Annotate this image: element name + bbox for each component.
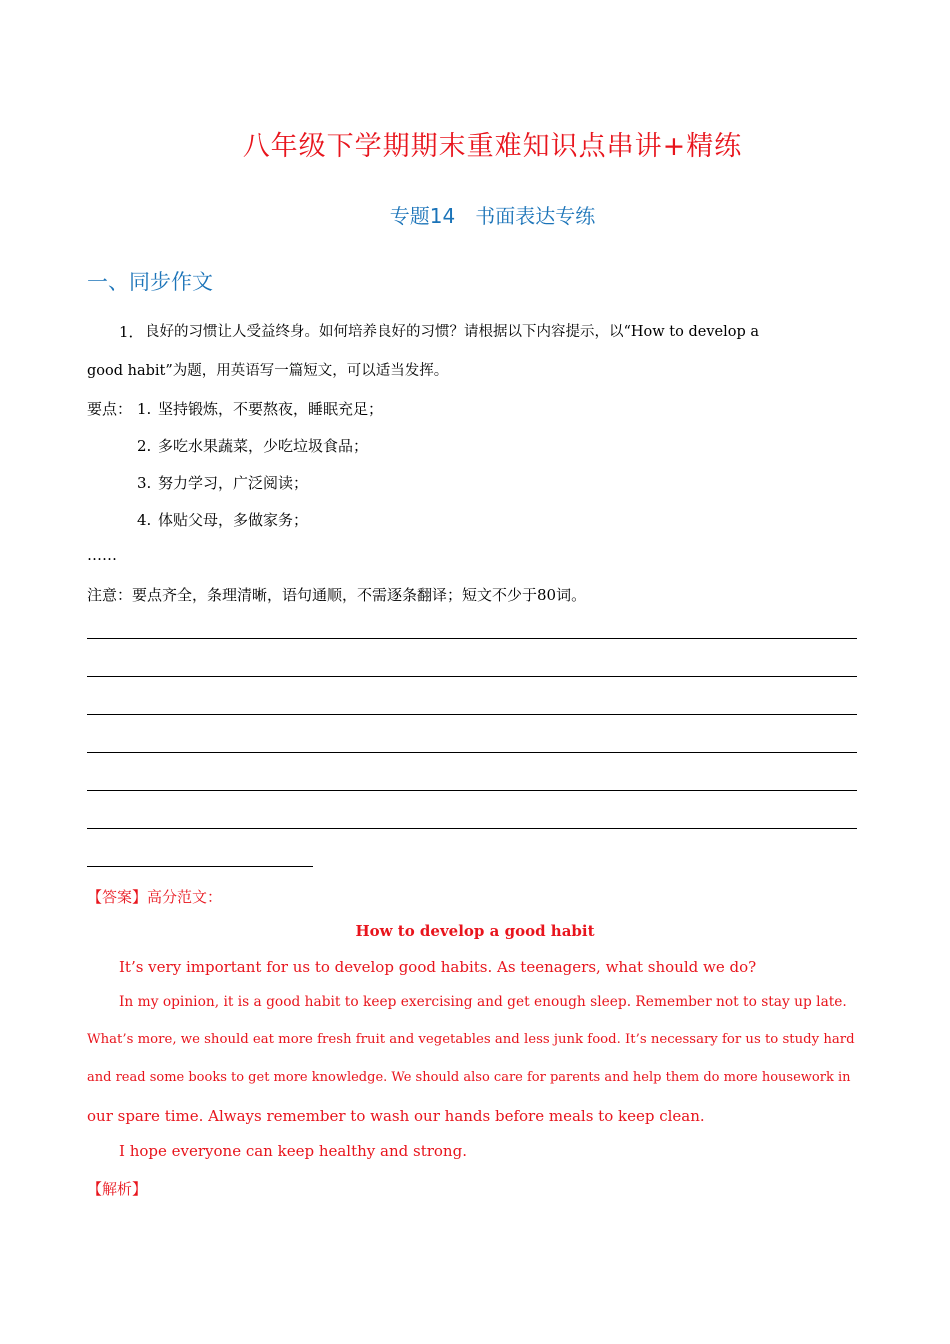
page-title: 八年级下学期期末重难知识点串讲+精练 <box>242 131 743 162</box>
point-number: 3. <box>137 474 152 492</box>
topic-subtitle: 专题14 书面表达专练 <box>389 204 596 228</box>
point-number: 1. <box>137 400 152 418</box>
answer-blank-line <box>87 676 857 677</box>
essay-paragraph: It’s very important for us to develop good habits. As teenagers, what should we do? <box>119 958 757 976</box>
question-number: 1． <box>119 323 144 341</box>
question-prompt-line1: 良好的习惯让人受益终身。如何培养良好的习惯？请根据以下内容提示，以“How to develop a <box>145 324 760 340</box>
essay-line: and read some books to get more knowledge. We should also care for parents and help them do more housework in <box>87 1070 851 1085</box>
answer-blank-line <box>87 714 857 715</box>
writing-note: 注意：要点齐全，条理清晰，语句通顺，不需逐条翻译；短文不少于80词。 <box>87 586 587 604</box>
answer-blank-line <box>87 866 313 867</box>
question-prompt-line2: good habit”为题，用英语写一篇短文，可以适当发挥。 <box>87 363 449 379</box>
essay-line: our spare time. Always remember to wash our hands before meals to keep clean. <box>87 1107 705 1125</box>
point-text: 坚持锻炼，不要熬夜，睡眠充足； <box>158 400 384 418</box>
point-number: 2. <box>137 437 152 455</box>
analysis-label: 【解析】 <box>87 1180 148 1198</box>
answer-blank-line <box>87 790 857 791</box>
points-label: 要点： <box>87 400 133 418</box>
point-number: 4. <box>137 511 152 529</box>
point-text: 努力学习，广泛阅读； <box>158 474 309 492</box>
ellipsis: …… <box>87 546 117 564</box>
essay-paragraph: I hope everyone can keep healthy and strong. <box>119 1142 467 1160</box>
answer-blank-line <box>87 752 857 753</box>
essay-line: What’s more, we should eat more fresh fruit and vegetables and less junk food. It’s necessary for us to study hard <box>87 1032 855 1047</box>
essay-paragraph: In my opinion, it is a good habit to keep exercising and get enough sleep. Remember not to stay up late. <box>119 994 847 1010</box>
point-text: 多吃水果蔬菜，少吃垃圾食品； <box>158 437 369 455</box>
answer-blank-line <box>87 828 857 829</box>
point-text: 体贴父母，多做家务； <box>158 511 309 529</box>
answer-label: 【答案】高分范文： <box>87 888 223 906</box>
section-heading: 一、同步作文 <box>87 270 213 294</box>
answer-blank-line <box>87 638 857 639</box>
essay-title: How to develop a good habit <box>355 922 595 940</box>
